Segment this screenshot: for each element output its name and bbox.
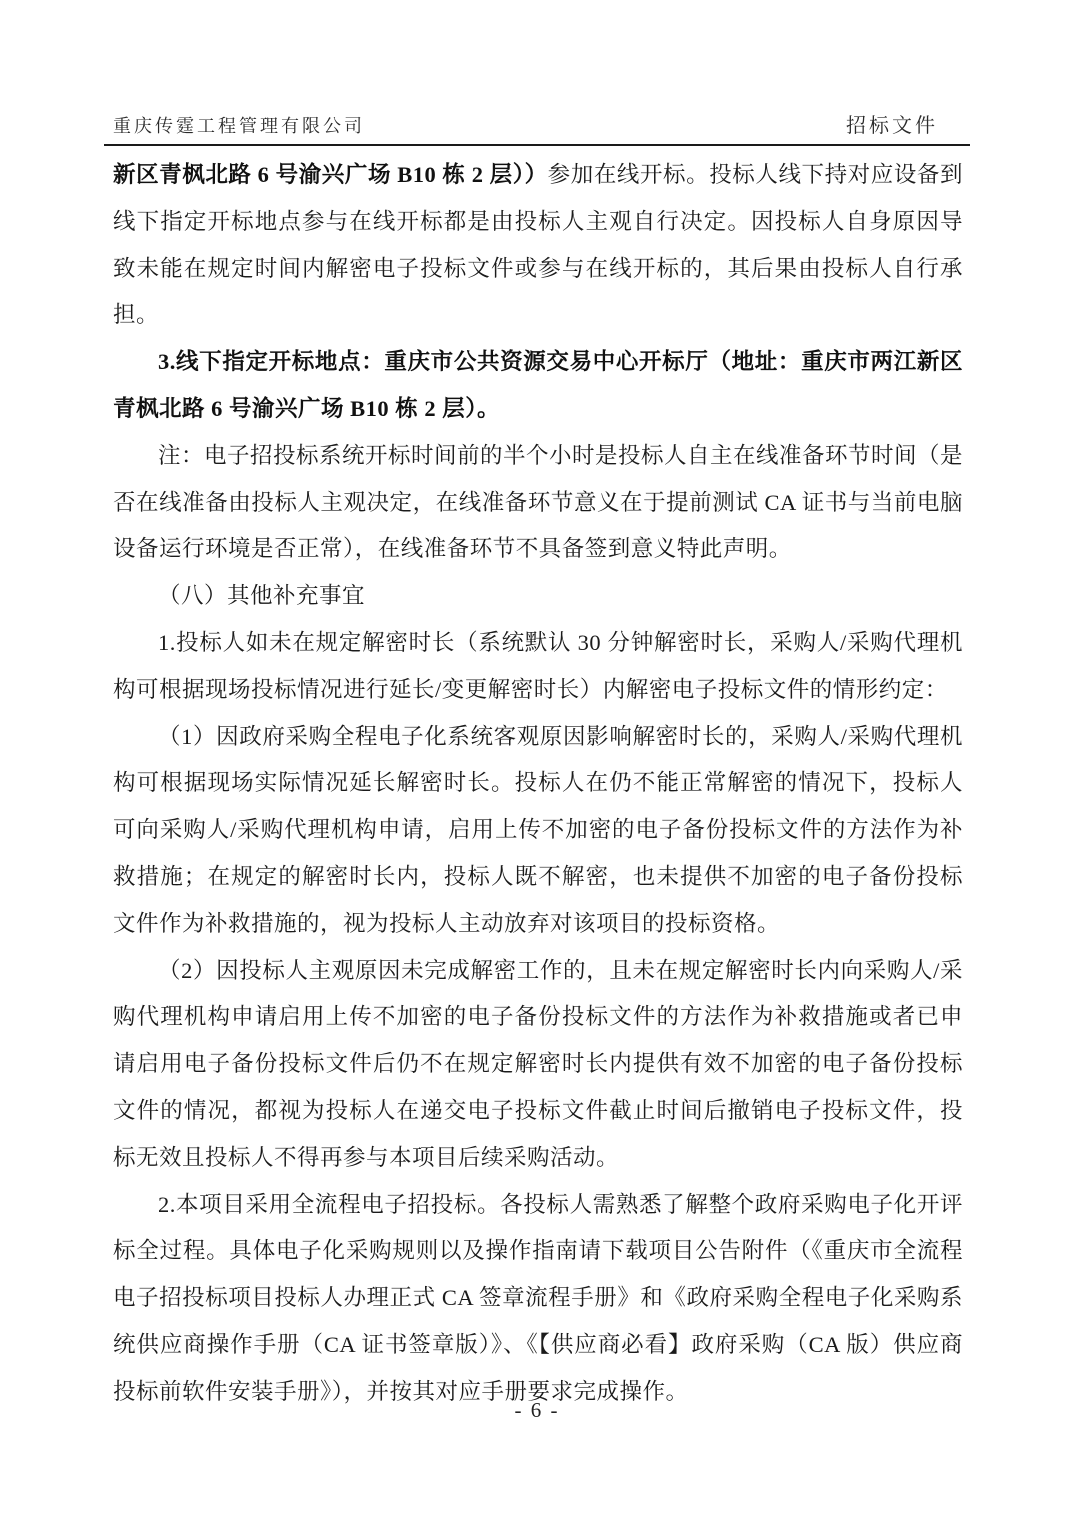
header-company-name: 重庆传霆工程管理有限公司: [113, 116, 365, 136]
paragraph: [113, 433, 963, 573]
paragraph-text: 1.投标人如未在规定解密时长（系统默认 30 分钟解密时长，采购人/采购代理机构可根据现场投标情况进行延长/变更解密时长）内解密电子投标文件的情形约定：: [113, 629, 963, 702]
paragraph-text: （八）其他补充事宜: [158, 583, 366, 609]
page-header: [104, 106, 970, 146]
paragraph: [113, 948, 963, 1182]
paragraph: [113, 1182, 963, 1416]
paragraph: [113, 339, 963, 433]
paragraph-text-bold: 新区青枫北路 6 号渝兴广场 B10 栋 2 层））: [113, 162, 548, 187]
header-document-type: 招标文件: [846, 115, 938, 137]
document-body: [113, 152, 963, 1416]
page-number: - 6 -: [514, 1398, 560, 1422]
paragraph: [113, 714, 963, 948]
paragraph-text: （2）因投标人主观原因未完成解密工作的，且未在规定解密时长内向采购人/采购代理机构申请启用上传不加密的电子备份投标文件的方法作为补救措施或者已申请启用电子备份投标文件后仍不在规定解密时长内提供有效不加密的电子备份投标文件的情况，都视为投标人在递交电子投标文件截止时间后撤销电子投标文件，投标无效且投标人不得再参与本项目后续采购活动。: [113, 957, 963, 1170]
paragraph-text: 参加在线开标。投标人线下持对应设备到线下指定开标地点参与在线开标都是由投标人主观自行决定。因投标人自身原因导致未能在规定时间内解密电子投标文件或参与在线开标的，其后果由投标人自行承担。: [113, 162, 963, 328]
paragraph-text: 注：电子招投标系统开标时间前的半个小时是投标人自主在线准备环节时间（是否在线准备由投标人主观决定，在线准备环节意义在于提前测试 CA 证书与当前电脑设备运行环境是否正常），在线准备环节不具备签到意义特此声明。: [113, 442, 964, 562]
paragraph-text: 2.本项目采用全流程电子招投标。各投标人需熟悉了解整个政府采购电子化开评标全过程。具体电子化采购规则以及操作指南请下载项目公告附件（《重庆市全流程电子招投标项目投标人办理正式 CA 签章流程手册》和《政府采购全程电子化采购系统供应商操作手册（CA 证书签章版）》、《【供应商必看】政府采购（CA 版）供应商投标前软件安装手册》），并按其对应手册要求完成操作。: [113, 1191, 963, 1404]
paragraph: [113, 152, 963, 339]
paragraph-text: （1）因政府采购全程电子化系统客观原因影响解密时长的，采购人/采购代理机构可根据现场实际情况延长解密时长。投标人在仍不能正常解密的情况下，投标人可向采购人/采购代理机构申请，启用上传不加密的电子备份投标文件的方法作为补救措施；在规定的解密时长内，投标人既不解密，也未提供不加密的电子备份投标文件作为补救措施的，视为投标人主动放弃对该项目的投标资格。: [113, 723, 963, 936]
paragraph: [113, 620, 963, 714]
paragraph: [113, 573, 963, 620]
page-footer: [0, 1398, 1074, 1423]
paragraph-text-bold: 3.线下指定开标地点：重庆市公共资源交易中心开标厅（地址：重庆市两江新区青枫北路 6 号渝兴广场 B10 栋 2 层）。: [113, 349, 963, 421]
